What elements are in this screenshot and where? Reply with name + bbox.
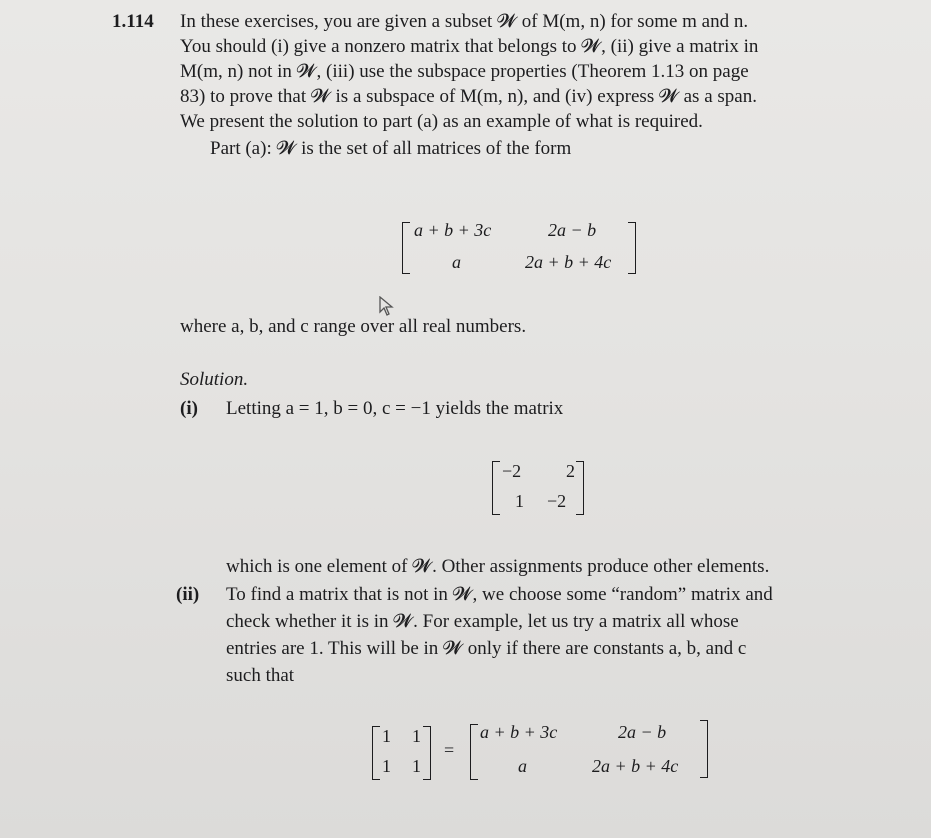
part-ii-line-2: check whether it is in 𝓦. For example, let us try a matrix all whose	[226, 611, 739, 632]
right-bracket	[423, 726, 431, 780]
range-statement: where a, b, and c range over all real numbers.	[180, 316, 527, 337]
matrix-entry: 2a + b + 4c	[525, 252, 612, 272]
left-bracket	[470, 724, 478, 780]
matrix-entry: a + b + 3c	[414, 220, 492, 240]
part-a-statement: Part (a): 𝓦 is the set of all matrices of the form	[210, 138, 572, 159]
part-i-text: Letting a = 1, b = 0, c = −1 yields the matrix	[226, 398, 564, 419]
exercise-line-3: M(m, n) not in 𝓦, (iii) use the subspace properties (Theorem 1.13 on page	[180, 61, 749, 82]
exercise-line-4: 83) to prove that 𝓦 is a subspace of M(m, n), and (iv) express 𝓦 as a span.	[180, 86, 757, 107]
part-ii-line-3: entries are 1. This will be in 𝓦 only if there are constants a, b, and c	[226, 638, 747, 659]
exercise-line-1: In these exercises, you are given a subset 𝓦 of M(m, n) for some m and n.	[180, 11, 749, 32]
exercise-line-2: You should (i) give a nonzero matrix that belongs to 𝓦, (ii) give a matrix in	[180, 36, 759, 57]
matrix-entry: 2a − b	[548, 220, 597, 240]
part-ii-label: (ii)	[176, 584, 200, 605]
matrix-entry: 1	[382, 726, 391, 746]
part-ii-line-1: To find a matrix that is not in 𝓦, we choose some “random” matrix and	[226, 584, 773, 605]
matrix-entry: a	[518, 756, 527, 776]
right-bracket	[576, 461, 584, 515]
matrix-entry: 1	[515, 491, 524, 511]
right-bracket	[700, 720, 708, 778]
matrix-entry: 2a + b + 4c	[592, 756, 679, 776]
right-bracket	[628, 222, 636, 274]
matrix-entry: −2	[547, 491, 567, 511]
matrix-entry: a	[452, 252, 461, 272]
matrix-entry: 2	[566, 461, 575, 481]
matrix-entry: 1	[412, 726, 421, 746]
equals-sign: =	[444, 740, 455, 760]
matrix-entry: a + b + 3c	[480, 722, 558, 742]
part-i-label: (i)	[180, 398, 198, 419]
left-bracket	[492, 461, 500, 515]
matrix-entry: 2a − b	[618, 722, 667, 742]
exercise-line-5: We present the solution to part (a) as an example of what is required.	[180, 111, 703, 132]
matrix-entry: −2	[502, 461, 522, 481]
matrix-entry: 1	[412, 756, 421, 776]
solution-heading: Solution.	[180, 369, 249, 390]
left-bracket	[372, 726, 380, 780]
part-i-conclusion: which is one element of 𝓦. Other assignments produce other elements.	[226, 556, 770, 577]
exercise-number: 1.114	[112, 11, 154, 32]
mouse-cursor-icon	[378, 296, 396, 318]
matrix-entry: 1	[382, 756, 391, 776]
left-bracket	[402, 222, 410, 274]
part-ii-line-4: such that	[226, 665, 295, 686]
